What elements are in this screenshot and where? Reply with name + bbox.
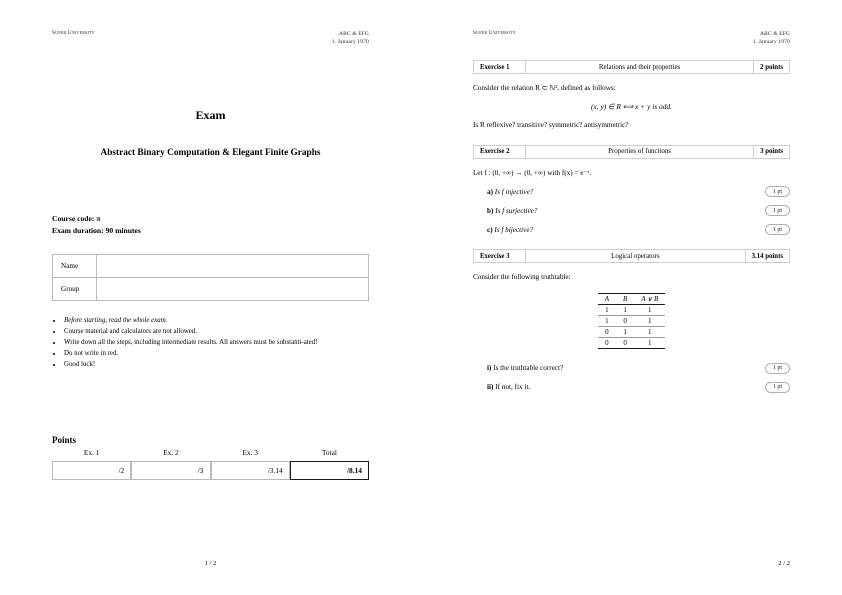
truthtable-header-aorb: A ∨ B [634,293,665,304]
points-table-body-row [52,461,369,480]
exercise-2-item-b-text [473,207,538,215]
header-course-code: ABC & EFG [339,31,369,37]
list-item: • Good luck! [63,359,369,370]
page-2-number: 2 / 2 [778,560,790,567]
points-header-ex1: Ex. 1 [83,448,100,457]
exercise-3-item-i-text [473,364,563,372]
institution-name: Super University [473,30,516,36]
exercise-3-item-ii-label: If not, fix it. [495,383,531,392]
truthtable-cell: 0 [616,337,634,348]
list-item: • Write down all the steps, including intermediate results. All answers must be substanti-ated! [63,337,369,348]
exercise-3-bar [473,249,790,263]
exercise-1-intro: Consider the relation R ⊂ ℕ², defined as follows: [473,84,616,92]
truthtable-cell: 1 [634,315,665,326]
group-field-row [53,277,368,300]
exercise-1-points: 2 points [753,61,789,73]
points-table [52,448,369,480]
exercise-2-item-b-label: Is f surjective? [495,206,538,215]
truthtable-cell: 1 [616,326,634,337]
exercise-2-points: 3 points [753,146,789,158]
points-cell-ex2[interactable] [131,461,210,480]
points-header-ex3: Ex. 3 [242,448,258,457]
exercise-3-item-ii-points: 1 pt [765,382,790,393]
exercise-3-points: 3.14 points [745,250,789,262]
exercise-3-item-i [473,363,790,374]
exercise-3-item-ii-marker: ii) [487,383,494,392]
exam-meta [52,213,369,237]
truthtable-cell: 0 [598,337,616,348]
exercise-2-item-b-points: 1 pt [765,205,790,216]
points-cell-ex3[interactable] [211,461,290,480]
truthtable-cell: 1 [634,337,665,348]
exercise-2-item-b [473,205,790,216]
truthtable-cell: 1 [616,304,634,315]
exam-duration-line [52,225,369,237]
points-cell-total[interactable] [290,461,369,480]
exercise-3-item-i-points: 1 pt [765,363,790,374]
group-field-label: Group [53,278,97,300]
exercise-3-topic: Logical operators [611,252,660,260]
page-2-running-head [473,30,790,46]
course-code-value: π [96,214,101,223]
group-input[interactable] [97,278,368,300]
exercise-2-bar [473,145,790,159]
truthtable-cell: 1 [598,315,616,326]
page-1-number: 1 / 2 [204,560,217,567]
truthtable-wrapper [473,293,790,349]
exercise-2-item-a-points: 1 pt [765,186,790,197]
name-field-row [53,255,368,277]
exercise-3-item-i-label: Is the truthtable correct? [493,364,564,373]
list-item: • Course material and calculators are not allowed. [63,326,369,337]
page-2 [421,0,842,595]
truthtable-cell: 1 [634,326,665,337]
exercise-3-item-i-marker: i) [487,364,492,373]
header-course-code: ABC & EFG [760,31,790,37]
page-subtitle: Abstract Binary Computation & Elegant Finite Graphs [100,148,321,158]
table-row [598,326,666,337]
exam-duration-label: Exam duration: [52,225,104,235]
table-row [598,315,666,326]
points-value-ex1: /2 [52,461,131,480]
table-row [598,337,666,348]
points-header-total: Total [321,448,337,457]
points-header-ex2: Ex. 2 [163,448,179,457]
points-value-ex2: /3 [131,461,210,480]
exercise-2-topic: Properties of functions [608,148,671,156]
exercise-2-item-c-label: Is f bijective? [494,225,534,234]
exercise-3-item-ii [473,382,790,393]
points-table-header-row [52,448,369,461]
identity-fields [52,254,369,301]
name-field-label: Name [53,255,97,277]
exercise-1-topic: Relations and their properties [598,63,681,71]
points-value-ex3: /3.14 [211,461,290,480]
exercise-2-item-a-text [473,188,534,196]
exercise-2-item-a-marker: a) [487,187,493,196]
truthtable [598,293,666,349]
header-date: 1. January 1970 [331,39,369,46]
header-course-date [753,30,790,46]
exercise-2-item-c-text [473,226,533,234]
page-title: Exam [195,108,226,122]
exercise-3-item-ii-text [473,383,530,391]
header-date: 1. January 1970 [752,39,790,46]
page-1-running-head [52,30,369,46]
exercise-1-name: Exercise 1 [474,61,526,73]
truthtable-cell: 1 [598,304,616,315]
exercise-1-display-math: (x, y) ∈ R ⟺ x + y is odd. [591,102,672,112]
truthtable-cell: 1 [634,304,665,315]
institution-name: Super University [52,30,95,36]
truthtable-cell: 0 [598,326,616,337]
header-course-date [332,30,369,46]
list-item: • Before starting, read the whole exam. [63,315,369,326]
exercise-1-bar [473,60,790,74]
truthtable-header-b: B [616,293,634,304]
points-heading: Points [52,435,77,445]
truthtable-cell: 0 [616,315,634,326]
exercise-2-item-a-label: Is f injective? [494,187,534,196]
points-cell-ex1[interactable] [52,461,131,480]
name-input[interactable] [97,255,368,277]
exercise-2-item-c-points: 1 pt [765,224,790,235]
exercise-3-intro: Consider the following truthtable: [473,273,571,282]
instructions-list [52,315,369,371]
truthtable-header-a: A [598,293,616,304]
exercise-2-item-c [473,224,790,235]
course-code-label: Course code: [52,214,95,223]
list-item: • Do not write in red. [63,348,369,359]
table-row [598,304,666,315]
exercise-2-item-b-marker: b) [487,206,494,215]
exercise-2-intro: Let f : (0, +∞) → (0, +∞) with f(x) = e⁻ˣ. [473,168,592,177]
points-value-total: /8.14 [290,461,369,480]
exercise-3-name: Exercise 3 [474,250,526,262]
exam-duration-value: 90 minutes [105,225,141,235]
course-code-line [52,213,369,225]
exercise-2-item-c-marker: c) [487,225,493,234]
exercise-2-name: Exercise 2 [474,146,526,158]
exercise-2-item-a [473,186,790,197]
exercise-1-question: Is R reflexive? transitive? symmetric? antisymmetric? [473,121,629,130]
